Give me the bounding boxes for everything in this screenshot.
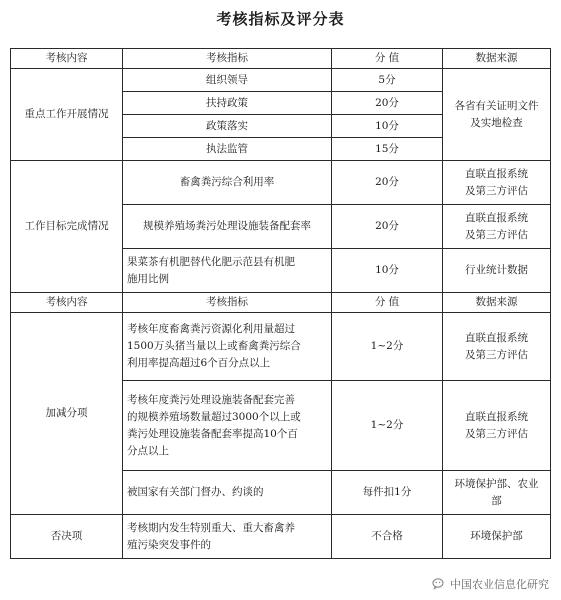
source-cell (443, 381, 551, 471)
table-row (11, 313, 551, 381)
score-cell: 1~2分 (332, 313, 443, 381)
indicator-cell: 政策落实 (123, 115, 332, 138)
indicator-line: 果菜茶有机肥替代化肥示范县有机肥 (127, 255, 295, 268)
indicator-line: 考核年度粪污处理设施装备配套完善 (127, 393, 295, 406)
indicator-cell (123, 381, 332, 471)
source-cell (443, 205, 551, 249)
header-source: 数据来源 (443, 49, 551, 69)
table-row (11, 515, 551, 559)
category-bonus-penalty: 加减分项 (11, 313, 123, 515)
indicator-cell (123, 249, 332, 293)
indicator-line: 施用比例 (127, 272, 169, 285)
score-cell: 20分 (332, 161, 443, 205)
score-cell: 10分 (332, 115, 443, 138)
watermark (432, 576, 549, 592)
indicator-line: 的规模养殖场数量超过3000个以上或 (127, 410, 301, 423)
indicator-line: 考核期内发生特别重大、重大畜禽养 (127, 521, 295, 534)
score-cell: 20分 (332, 92, 443, 115)
category-target-completion: 工作目标完成情况 (11, 161, 123, 293)
indicator-cell: 畜禽粪污综合利用率 (123, 161, 332, 205)
indicator-cell: 规模养殖场粪污处理设施装备配套率 (123, 205, 332, 249)
indicator-cell: 被国家有关部门督办、约谈的 (123, 471, 332, 515)
category-key-work: 重点工作开展情况 (11, 69, 123, 161)
source-line: 部 (491, 494, 502, 507)
source-line: 及第三方评估 (465, 184, 528, 197)
score-cell: 1~2分 (332, 381, 443, 471)
header-source: 数据来源 (443, 293, 551, 313)
wechat-icon (432, 577, 446, 591)
source-cell (443, 69, 551, 161)
header-score: 分 值 (332, 49, 443, 69)
source-line: 直联直报系统 (465, 211, 528, 224)
source-cell (443, 161, 551, 205)
indicator-cell: 扶持政策 (123, 92, 332, 115)
evaluation-table (10, 48, 551, 559)
indicator-cell: 执法监管 (123, 138, 332, 161)
source-cell: 环境保护部 (443, 515, 551, 559)
score-cell: 5分 (332, 69, 443, 92)
watermark-text: 中国农业信息化研究 (450, 578, 549, 591)
source-line: 及实地检查 (470, 116, 523, 129)
indicator-line: 殖污染突发事件的 (127, 538, 211, 551)
source-line: 环境保护部、农业 (454, 477, 539, 490)
source-cell (443, 471, 551, 515)
indicator-line: 利用率提高超过6个百分点以上 (127, 357, 271, 369)
source-line: 及第三方评估 (465, 427, 528, 440)
header-indicator: 考核指标 (123, 49, 332, 69)
page-title: 考核指标及评分表 (216, 10, 345, 28)
indicator-cell (123, 313, 332, 381)
source-line: 及第三方评估 (465, 348, 528, 361)
indicator-cell (123, 515, 332, 559)
table-row (11, 161, 551, 205)
score-cell: 不合格 (332, 515, 443, 559)
table-header-row (11, 293, 551, 313)
indicator-line: 粪污处理设施装备配套率提高10个百 (127, 427, 298, 440)
table-row (11, 69, 551, 92)
header-indicator: 考核指标 (123, 293, 332, 313)
header-score: 分 值 (332, 293, 443, 313)
indicator-line: 1500万头猪当量以上或畜禽粪污综合 (127, 340, 301, 352)
source-cell (443, 313, 551, 381)
source-line: 直联直报系统 (465, 410, 528, 423)
category-veto: 否决项 (11, 515, 123, 559)
header-content: 考核内容 (11, 293, 123, 313)
indicator-cell: 组织领导 (123, 69, 332, 92)
source-line: 直联直报系统 (465, 167, 528, 180)
header-content: 考核内容 (11, 49, 123, 69)
source-line: 及第三方评估 (465, 228, 528, 241)
score-cell: 20分 (332, 205, 443, 249)
score-cell: 每件扣1分 (332, 471, 443, 515)
score-cell: 15分 (332, 138, 443, 161)
score-cell: 10分 (332, 249, 443, 293)
source-cell: 行业统计数据 (443, 249, 551, 293)
indicator-line: 分点以上 (127, 444, 169, 457)
indicator-line: 考核年度畜禽粪污资源化利用量超过 (127, 323, 295, 335)
source-line: 各省有关证明文件 (454, 99, 539, 112)
source-line: 直联直报系统 (465, 331, 528, 344)
table-header-row (11, 49, 551, 69)
